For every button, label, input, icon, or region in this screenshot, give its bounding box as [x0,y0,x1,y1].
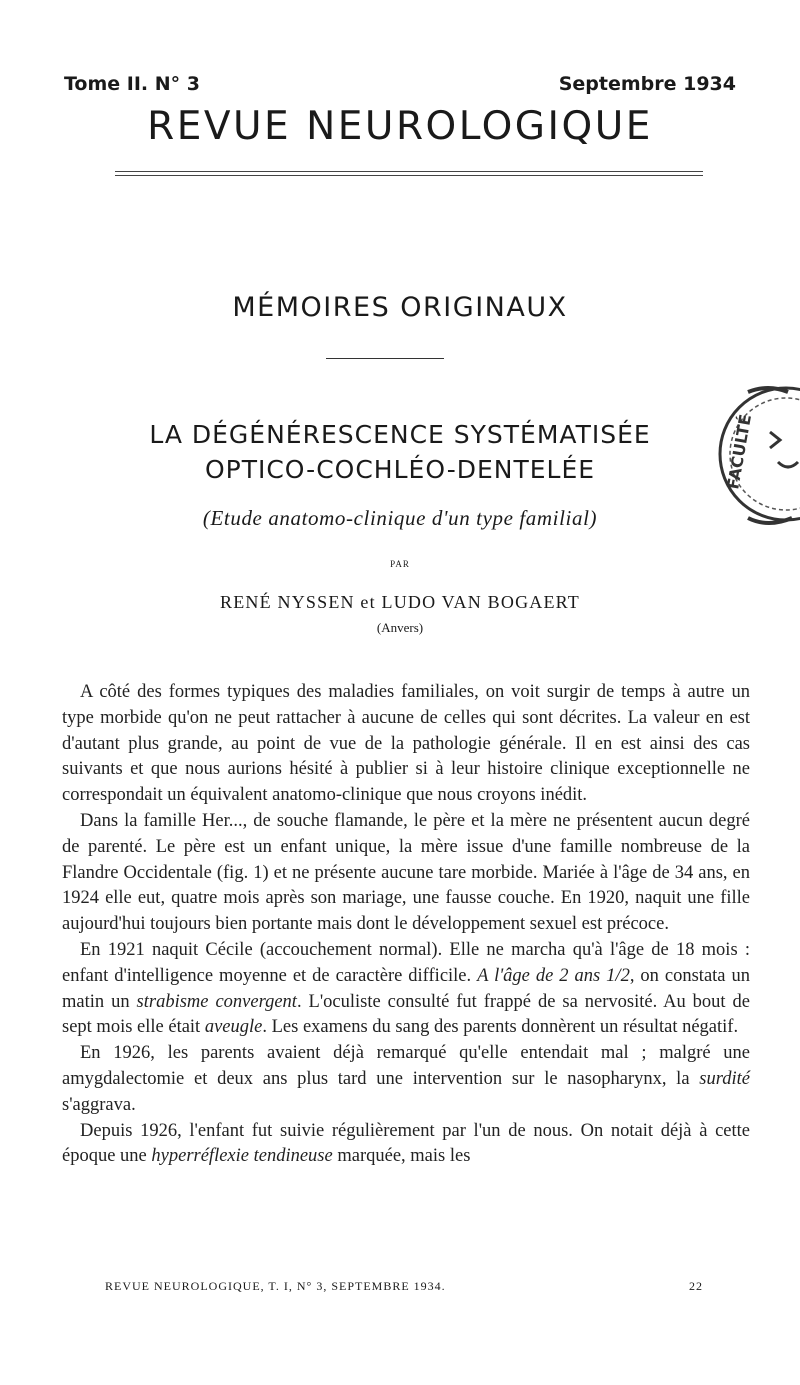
article-authors: RENÉ NYSSEN et LUDO VAN BOGAERT [220,592,580,612]
paragraph-2: Dans la famille Her..., de souche flamande, le père et la mère ne présentent aucun degré de parenté. Le père est un enfant unique, la mère issue d'une famille nombreuse de la Flandre Occidentale (fig. 1) et ne présente aucune tare morbide. Mariée à l'âge de 34 ans, en 1924 elle eut, quatre mois après son mariage, une fausse couche. En 1920, naquit une fille aujourd'hui toujours bien portante mais dont le développement sexuel est précoce. [62,810,750,935]
paragraph-3: En 1921 naquit Cécile (accouchement normal). Elle ne marcha qu'à l'âge de 18 mois : enfant d'intelligence moyenne et de caractère difficile. A l'âge de 2 ans 1/2, on constata un matin un strabisme convergent. L'oculiste consulté fut frappé de sa nervosité. Au bout de sept mois elle était aveugle. Les examens du sang des parents donnèrent un résultat négatif. [62,939,750,1038]
italic-strabisme: strabisme convergent [136,991,297,1012]
divider-rule-top [115,171,703,172]
divider-rule-bottom [115,175,703,176]
volume-issue: Tome II. N° 3 [64,73,200,95]
article-title-line1: LA DÉGÉNÉRESCENCE SYSTÉMATISÉE [149,420,651,449]
article-subtitle: (Etude anatomo-clinique d'un type familial) [202,506,598,530]
footer-citation: REVUE NEUROLOGIQUE, T. I, N° 3, SEPTEMBRE 1934. [105,1279,446,1293]
page-footer [105,1279,703,1294]
journal-title: REVUE NEUROLOGIQUE [147,104,653,149]
italic-age: A l'âge de 2 ans 1/2 [477,965,630,986]
italic-aveugle: aveugle [204,1017,263,1038]
paragraph-1: A côté des formes typiques des maladies familiales, on voit surgir de temps à autre un type morbide qu'on ne peut rattacher à aucune de celles qui sont décrites. La valeur en est d'autant plus grande, au point de vue de la pathologie générale. Il en est ainsi des cas suivants et que nous aurions hésité à publier si à leur histoire clinique exceptionnelle ne correspondait un équivalent anatomo-clinique que nous croyons inédit. [62,682,750,806]
running-header [64,73,736,95]
stamp-text: FACULTÉ [723,412,756,491]
italic-surdite: surdité [699,1068,750,1089]
italic-hyperreflexie: hyperréflexie tendineuse [151,1146,333,1167]
article-title-line2: OPTICO-COCHLÉO-DENTELÉE [204,455,596,484]
byline-par: PAR [390,559,410,569]
section-divider [326,358,444,359]
paragraph-5: Depuis 1926, l'enfant fut suivie régulièrement par l'un de nous. On notait déjà à cette époque une hyperréflexie tendineuse marquée, mais les [62,1120,750,1167]
paragraph-4: En 1926, les parents avaient déjà remarqué qu'elle entendait mal ; malgré une amygdalectomie et deux ans plus tard une intervention sur le nasopharynx, la surdité s'aggrava. [62,1043,750,1115]
issue-date: Septembre 1934 [558,73,736,95]
section-title: MÉMOIRES ORIGINAUX [232,292,568,323]
article-body [62,680,750,1170]
library-stamp-icon [708,372,800,542]
author-affiliation: (Anvers) [376,620,424,635]
page-number: 22 [689,1279,703,1293]
